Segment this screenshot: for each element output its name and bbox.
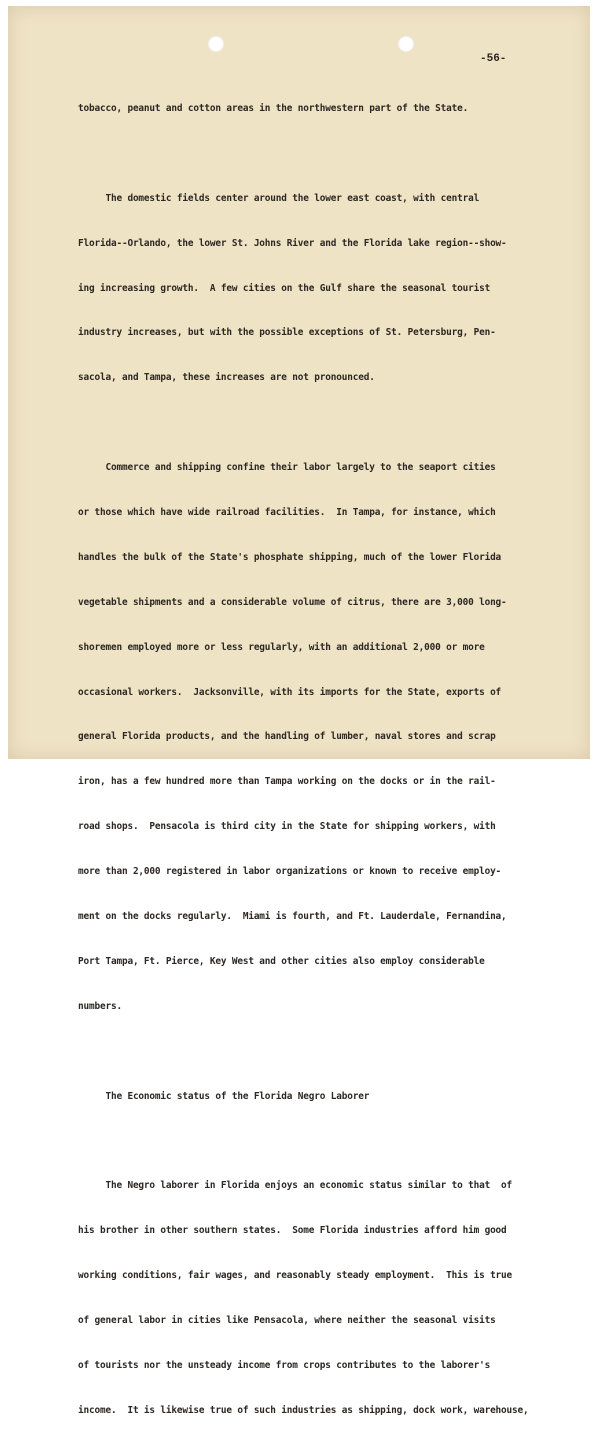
text-line: The Negro laborer in Florida enjoys an economic status similar to that of [78,1180,513,1192]
text-line: The domestic fields center around the lower east coast, with central [78,192,480,204]
page-number: -56- [480,53,507,65]
text-line [78,143,568,166]
text-line [78,1130,568,1153]
punch-hole-left [208,36,224,52]
text-line [78,1041,568,1064]
section-heading: The Economic status of the Florida Negro Laborer [78,1090,370,1102]
text-line [78,412,568,435]
text-line: sacola, and Tampa, these increases are not pronounced. [78,372,375,384]
text-line: his brother in other southern states. Some Florida industries afford him good [78,1225,507,1237]
document-page [8,6,590,1416]
text-line: occasional workers. Jacksonville, with its imports for the State, exports of [78,686,502,698]
text-line: handles the bulk of the State's phosphate shipping, much of the lower Florida [78,551,502,563]
text-line: tobacco, peanut and cotton areas in the northwestern part of the State. [78,103,469,114]
punch-hole-right [398,36,414,52]
text-line: road shops. Pensacola is third city in the State for shipping workers, with [78,821,496,833]
text-line: ing increasing growth. A few cities on the Gulf share the seasonal tourist [78,282,491,294]
text-line: Florida--Orlando, the lower St. Johns River and the Florida lake region--show- [78,237,507,249]
text-line: general Florida products, and the handling of lumber, naval stores and scrap [78,731,496,743]
text-line: industry increases, but with the possible exceptions of St. Petersburg, Pen- [78,327,496,339]
text-line: vegetable shipments and a considerable volume of citrus, there are 3,000 long- [78,596,507,608]
text-line: numbers. [78,1000,122,1012]
text-line: more than 2,000 registered in labor organizations or known to receive employ- [78,866,502,878]
text-line: shoremen employed more or less regularly, with an additional 2,000 or more [78,641,485,653]
text-line: of general labor in cities like Pensacola, where neither the seasonal visits [78,1315,496,1327]
text-line: working conditions, fair wages, and reasonably steady employment. This is true [78,1270,513,1282]
text-line: income. It is likewise true of such industries as shipping, dock work, warehouse, [78,1404,529,1416]
text-line: or those which have wide railroad facilities. In Tampa, for instance, which [78,507,496,519]
text-line: ment on the docks regularly. Miami is fourth, and Ft. Lauderdale, Fernandina, [78,911,507,923]
text-line: iron, has a few hundred more than Tampa working on the docks or in the rail- [78,776,496,788]
text-line: of tourists nor the unsteady income from crops contributes to the laborer's [78,1359,491,1371]
text-line: Port Tampa, Ft. Pierce, Key West and other cities also employ considerable [78,955,485,967]
text-line: Commerce and shipping confine their labor largely to the seaport cities [78,462,496,474]
document-body [78,76,568,1445]
